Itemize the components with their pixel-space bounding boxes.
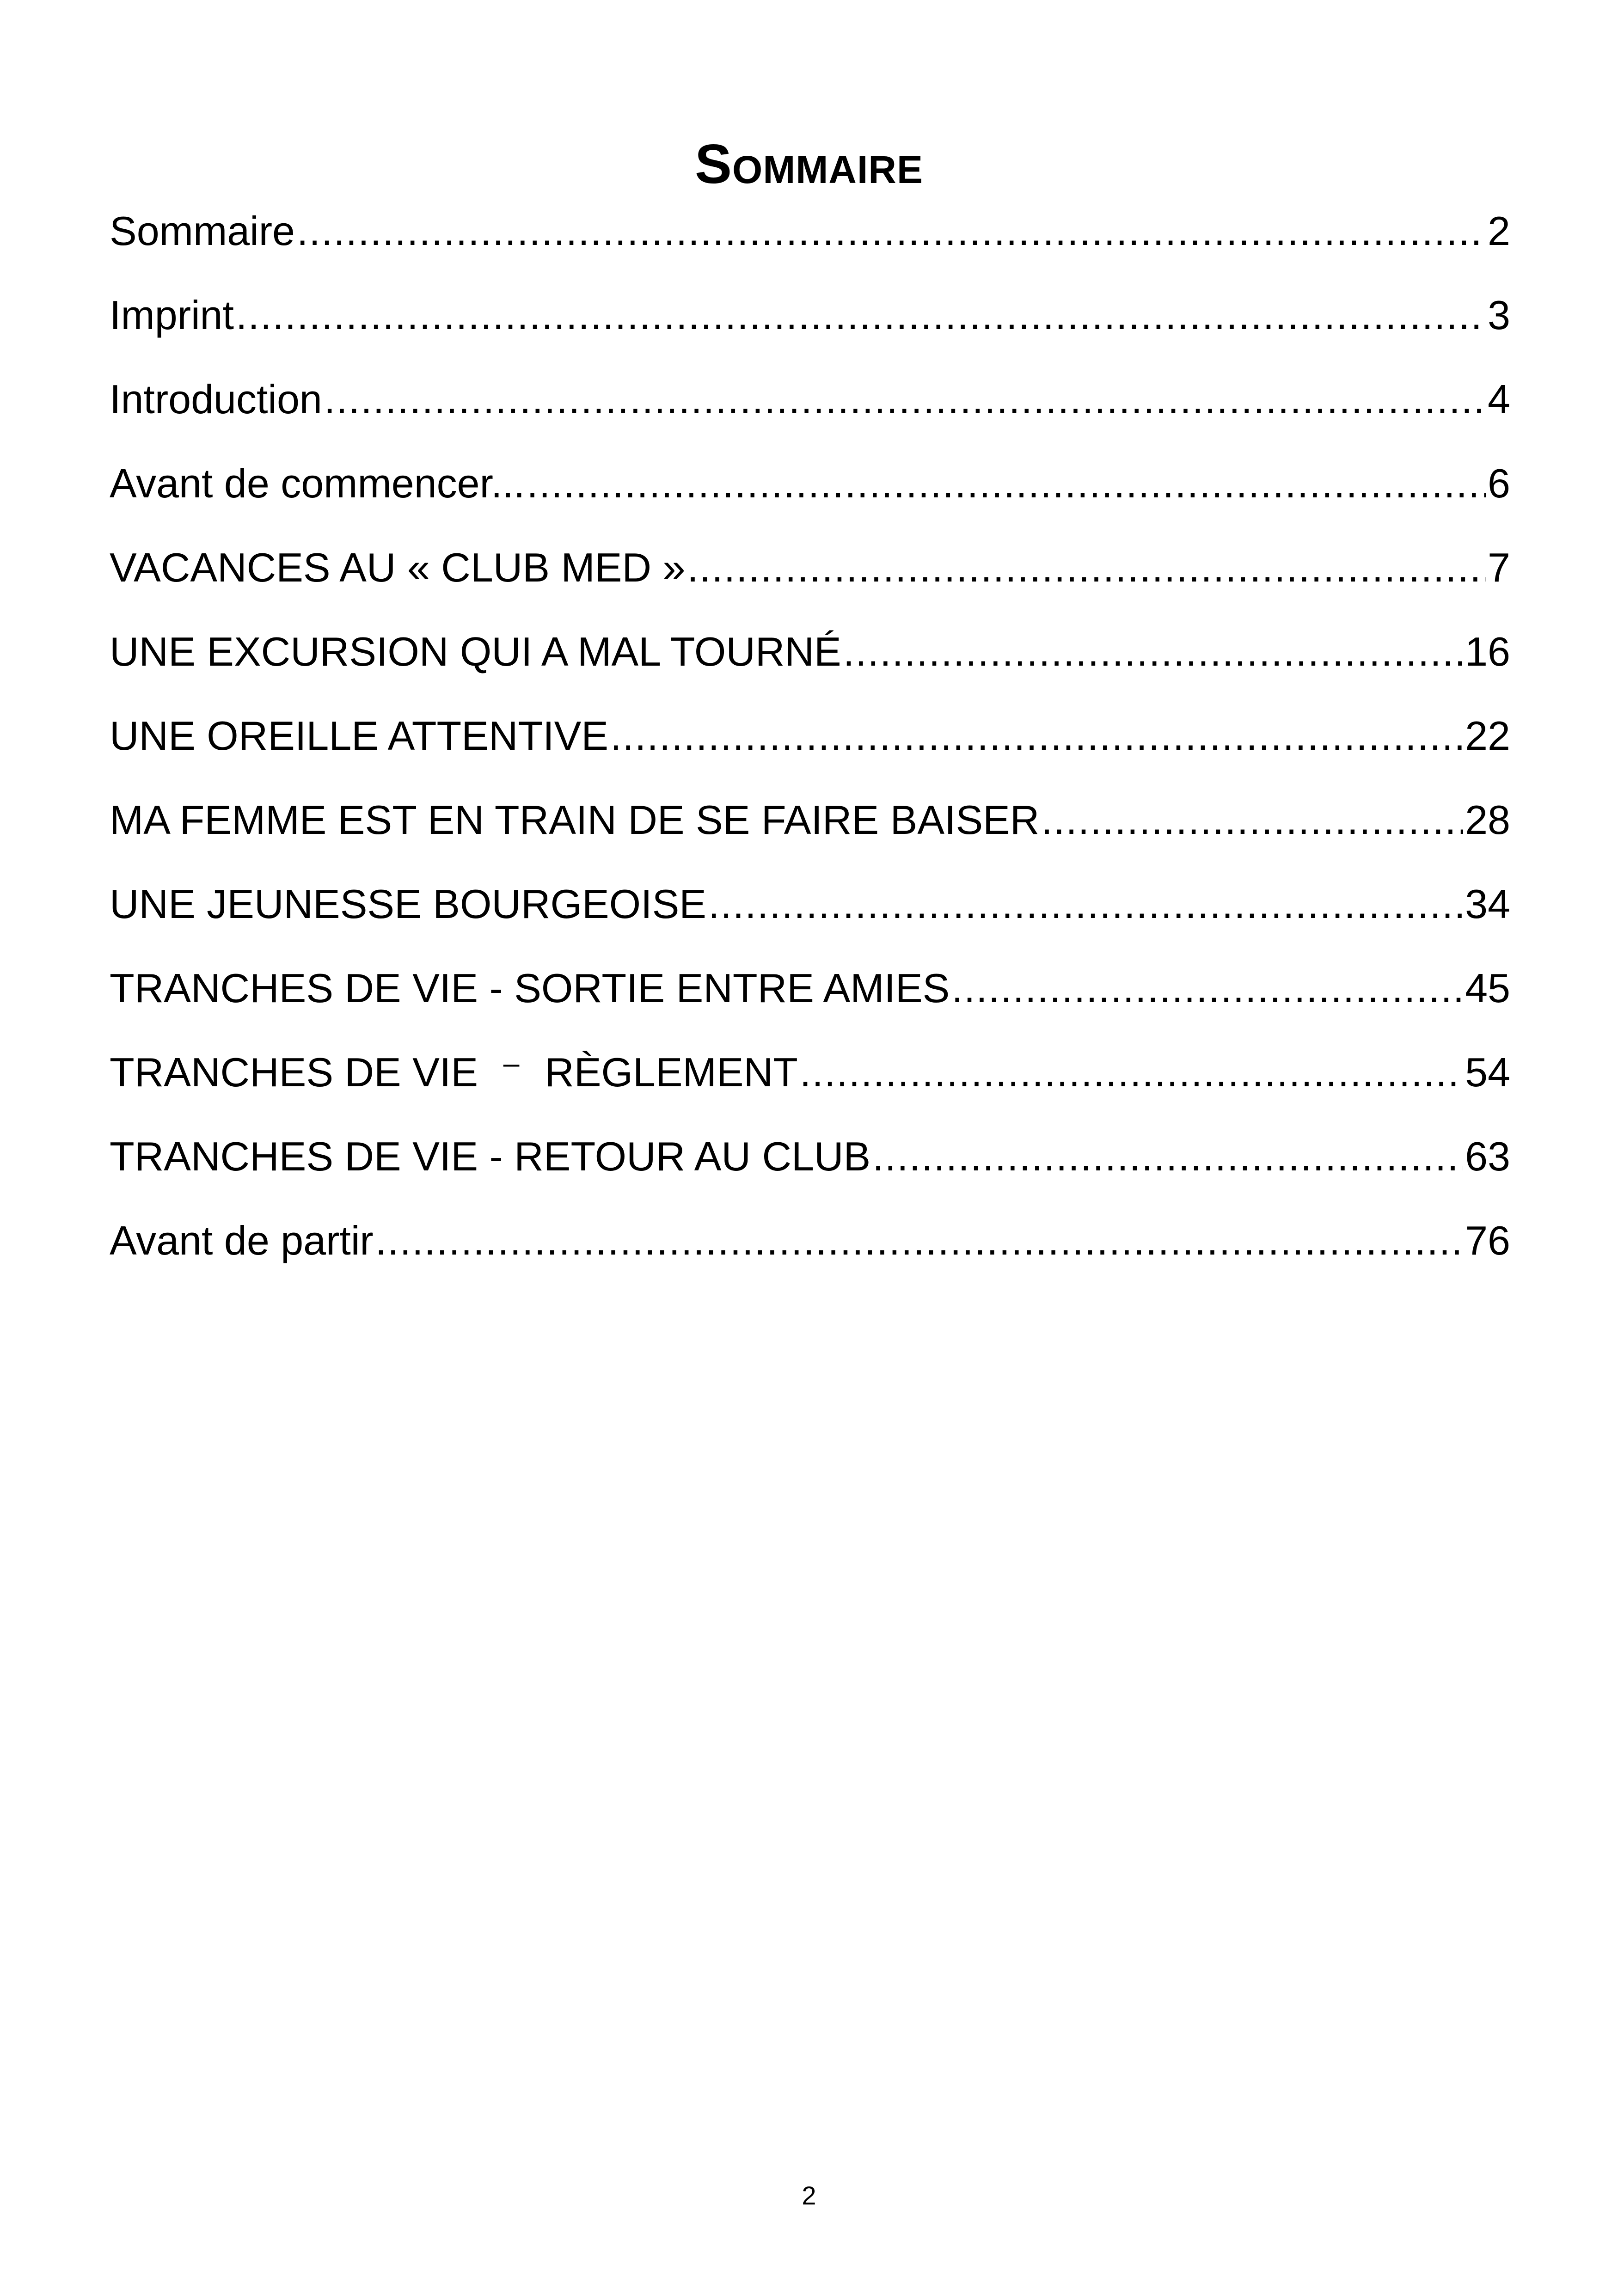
toc-entry[interactable] xyxy=(110,1040,1510,1124)
toc-entry[interactable] xyxy=(110,367,1510,451)
dot-leader xyxy=(872,1124,1463,1189)
dot-leader xyxy=(1041,788,1463,852)
toc-entry-title: Avant de commencer... xyxy=(110,460,525,506)
toc-entry-title: VACANCES AU « CLUB MED » xyxy=(110,545,686,590)
toc-entry-title: UNE JEUNESSE BOURGEOISE xyxy=(110,881,706,927)
toc-entry-page: 54 xyxy=(1465,1049,1510,1095)
dot-leader xyxy=(527,451,1486,516)
toc-entry-page: 3 xyxy=(1488,292,1510,338)
toc-entry-page: 16 xyxy=(1465,629,1510,674)
toc-entry-title: Introduction xyxy=(110,376,322,422)
toc-entry[interactable] xyxy=(110,1208,1510,1292)
toc-entry-page: 22 xyxy=(1465,713,1510,759)
toc-entry-title: UNE OREILLE ATTENTIVE xyxy=(110,713,609,759)
toc-entry-page: 7 xyxy=(1488,545,1510,590)
toc-entry-page: 34 xyxy=(1465,881,1510,927)
dot-leader xyxy=(236,283,1486,348)
toc-entry-title: MA FEMME EST EN TRAIN DE SE FAIRE BAISER xyxy=(110,797,1040,843)
toc-entry-page: 76 xyxy=(1465,1218,1510,1263)
page-title: Sommaire xyxy=(694,133,923,196)
toc-entry[interactable] xyxy=(110,283,1510,367)
toc-entry[interactable] xyxy=(110,872,1510,956)
toc-entry-title: Avant de partir xyxy=(110,1218,374,1263)
toc-entry-page: 4 xyxy=(1488,376,1510,422)
dot-leader xyxy=(800,1040,1463,1105)
toc-entry-title: Imprint xyxy=(110,292,234,338)
dot-leader xyxy=(708,872,1463,937)
toc-entry[interactable] xyxy=(110,956,1510,1040)
page-number: 2 xyxy=(802,2181,816,2210)
dot-leader xyxy=(375,1208,1463,1273)
toc-entry-page: 6 xyxy=(1488,460,1510,506)
toc-entry-page: 2 xyxy=(1488,208,1510,254)
toc-entry[interactable] xyxy=(110,199,1510,283)
toc-entry-title: TRANCHES DE VIE - SORTIE ENTRE AMIES xyxy=(110,965,950,1011)
toc-entry[interactable] xyxy=(110,619,1510,704)
dot-leader xyxy=(297,199,1486,263)
toc-entry[interactable] xyxy=(110,451,1510,535)
toc-entry-page: 45 xyxy=(1465,965,1510,1011)
dot-leader xyxy=(610,704,1463,768)
table-of-contents xyxy=(110,199,1510,1292)
toc-entry-title: Sommaire xyxy=(110,208,295,254)
dot-leader xyxy=(951,956,1463,1021)
toc-entry-title: TRANCHES DE VIE - RETOUR AU CLUB xyxy=(110,1133,871,1179)
toc-entry-title: UNE EXCURSION QUI A MAL TOURNÉ xyxy=(110,629,841,674)
toc-entry[interactable] xyxy=(110,788,1510,872)
toc-entry[interactable] xyxy=(110,535,1510,619)
dot-leader xyxy=(324,367,1486,432)
toc-entry-page: 63 xyxy=(1465,1133,1510,1179)
dot-leader xyxy=(687,535,1486,600)
toc-entry-page: 28 xyxy=(1465,797,1510,843)
dot-leader xyxy=(843,619,1463,684)
toc-entry[interactable] xyxy=(110,1124,1510,1208)
toc-entry[interactable] xyxy=(110,704,1510,788)
toc-entry-title: TRANCHES DE VIE ⁻ RÈGLEMENT xyxy=(110,1049,798,1095)
